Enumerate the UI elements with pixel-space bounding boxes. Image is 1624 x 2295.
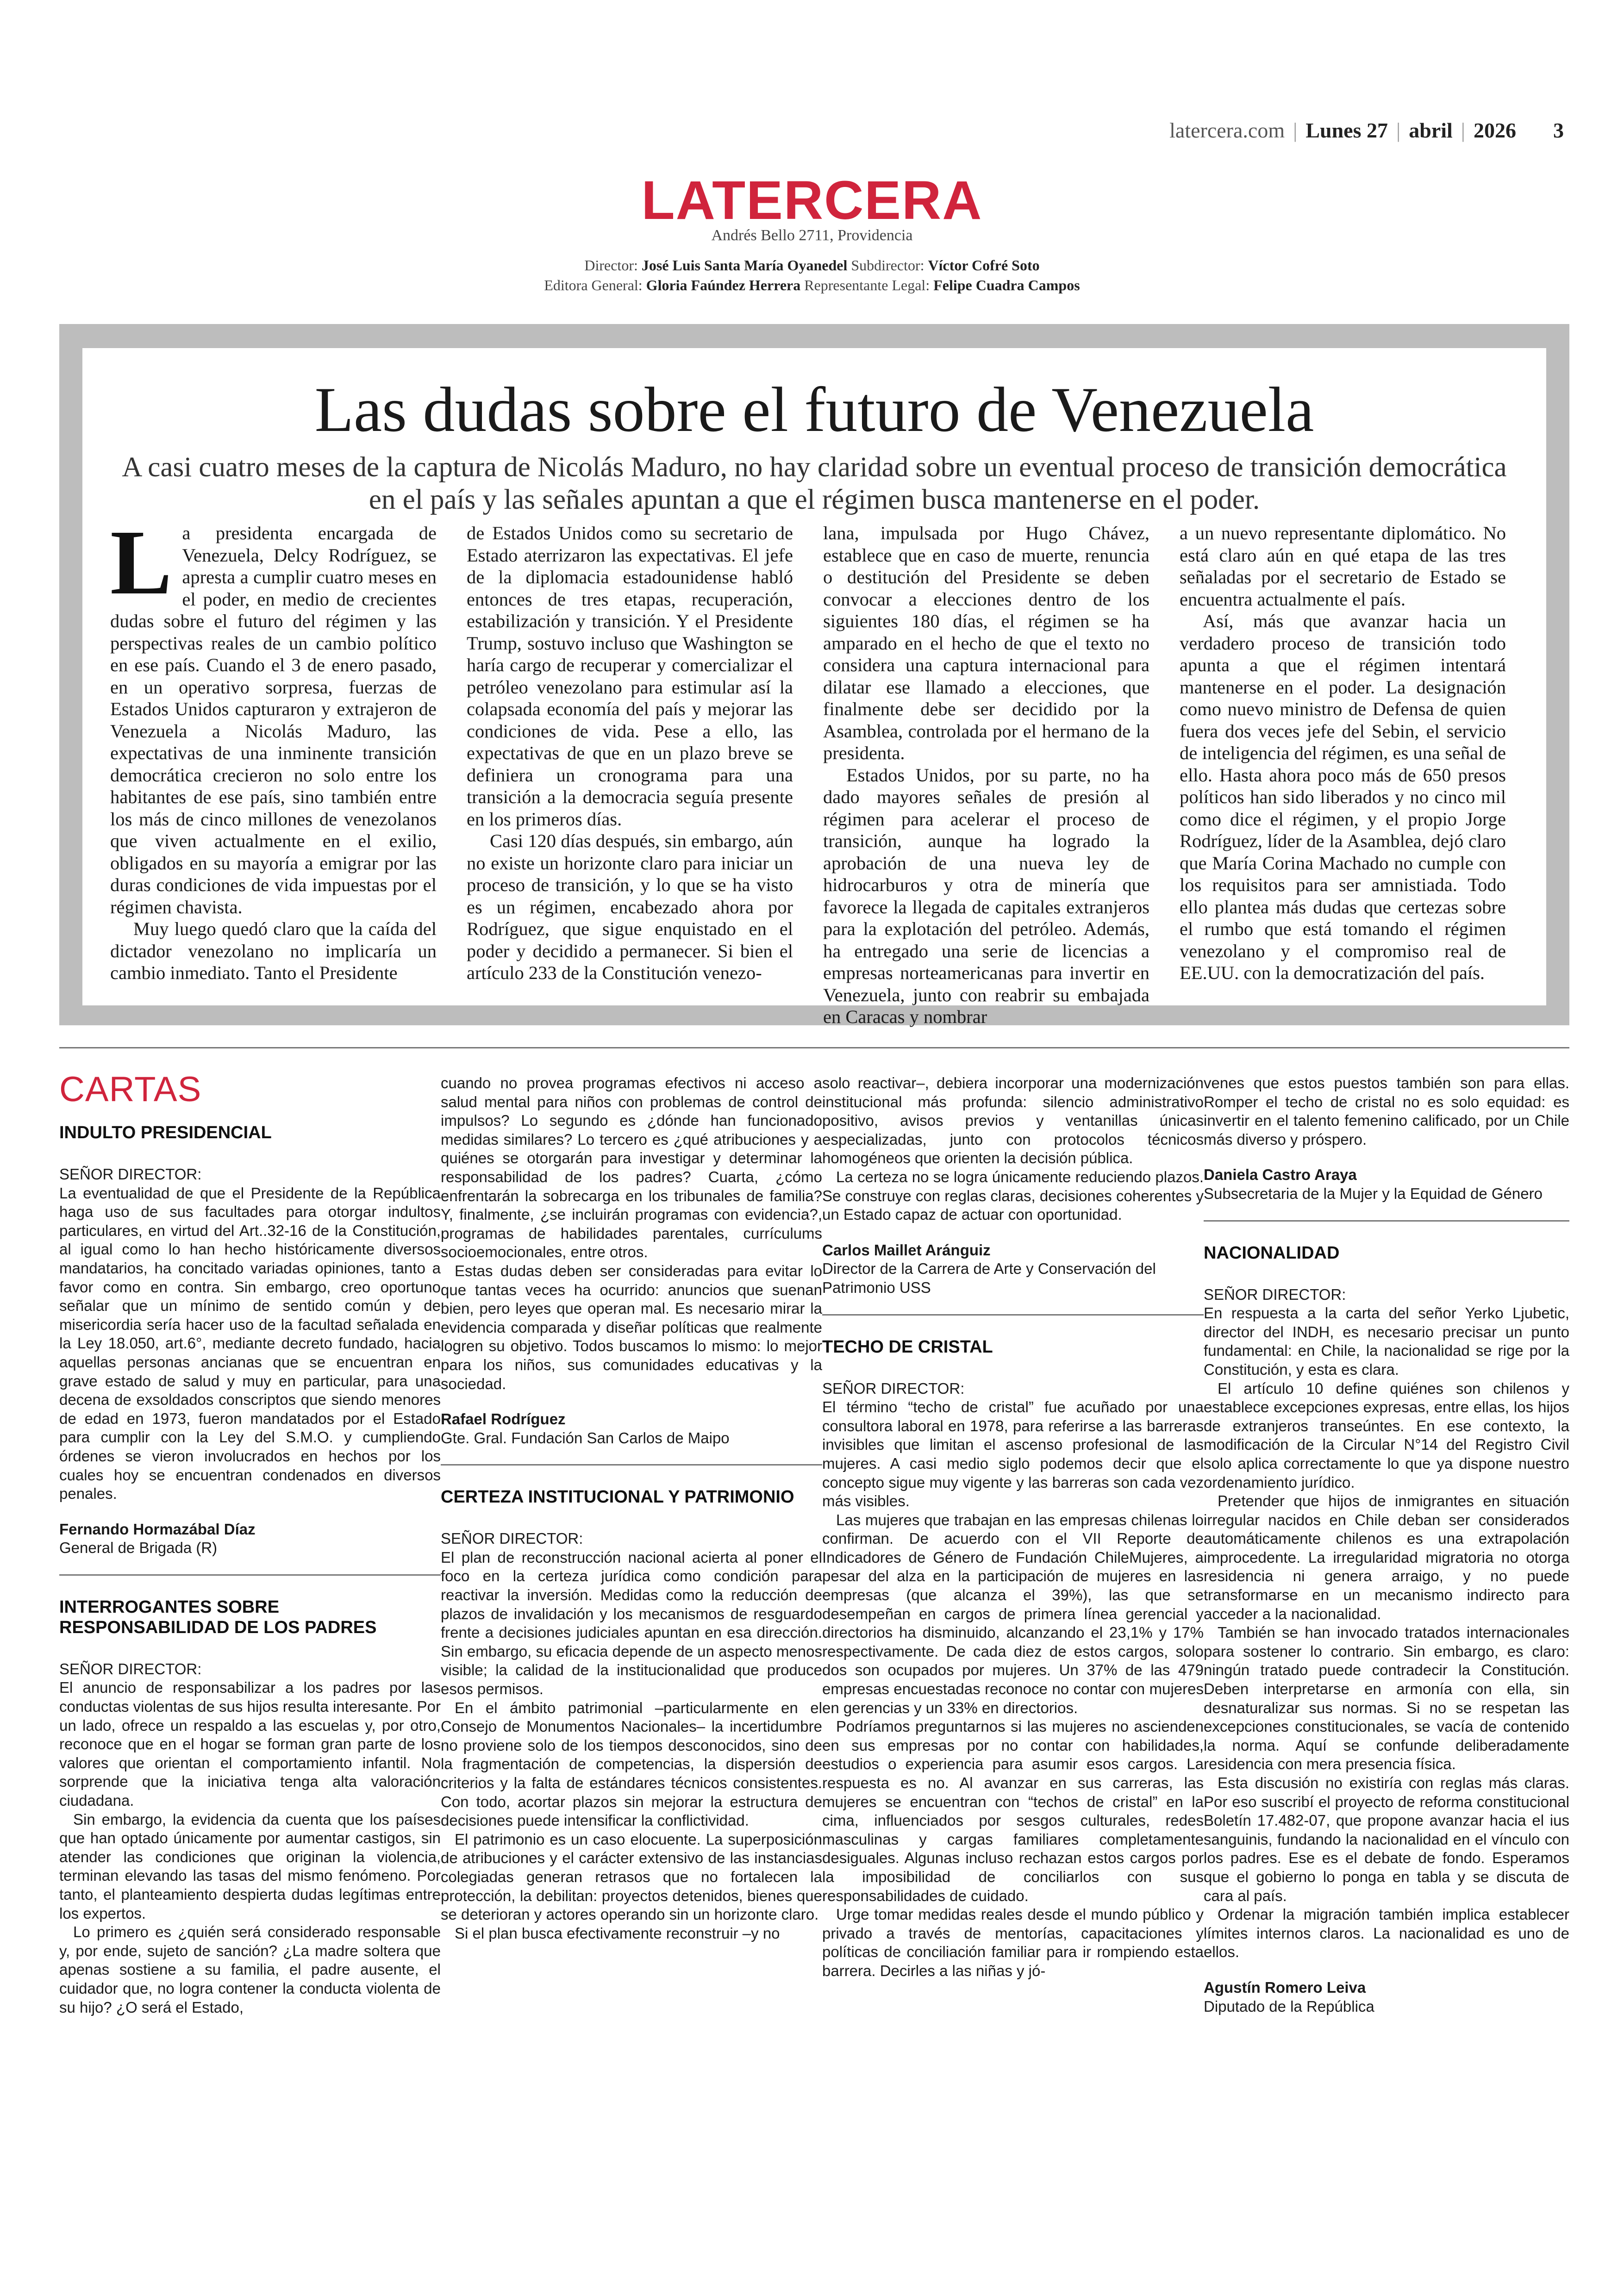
letter-paragraph: Lo primero es ¿quién será considerado responsable y, por ende, sujeto de sanción? ¿La madre soltera que apenas sostiene a su familia, el padre ausente, el cuidador que, no logra contener la conducta violenta de su hijo? ¿O será el Estado, [59,1923,441,2016]
letter-signature-role: Subsecretaria de la Mujer y la Equidad de Género [1204,1185,1543,1202]
letter-paragraph: Podríamos preguntarnos si las mujeres no ascienden en sus empresas por no contar con habilidades, estudios o experiencia para asumir esos cargos. La respuesta es no. Al avanzar en sus carreras, las mujeres se encuentran con “techos de cristal” en la cima, influenciados por sesgos culturales, redes masculinas y cargas familiares completamente desiguales. Algunas incluso rechazan estos cargos por la imposibilidad de conciliarlos con sus responsabilidades de cuidado. [822,1718,1204,1904]
letter-divider [822,1314,1204,1316]
date-day: Lunes 27 [1305,118,1388,142]
representante-label: Representante Legal: [804,277,930,293]
editora-name: Gloria Faúndez Herrera [646,277,801,293]
page-number: 3 [1553,118,1564,142]
letter-paragraph: El artículo 10 define quiénes son chilenos y establece excepciones expresas, entre ellas, los hijos de extranjeros transeúntes. En ese contexto, la modificación de la Circular N°14 del Registro Civil solo aplica correctamente lo que ya dispone nuestro ordenamiento jurídico. [1204,1379,1569,1491]
staff-line-2 [0,277,1624,294]
letter-signature-role: Gte. Gral. Fundación San Carlos de Maipo [441,1429,730,1447]
staff-line-1 [0,257,1624,274]
letter-paragraph: En respuesta a la carta del señor Yerko Ljubetic, director del INDH, es necesario precisar un punto fundamental: en Chile, la nacionalidad se rige por la Constitución, y esta es clara. [1204,1304,1569,1378]
editorial-subtitle: A casi cuatro meses de la captura de Nicolás Maduro, no hay claridad sobre un eventual proceso de transición democrática en el país y las señales apuntan a que el régimen busca mantenerse en el poder. [122,452,1507,515]
letter-heading: NACIONALIDAD [1204,1243,1340,1263]
date-year: 2026 [1474,118,1516,142]
letters-column-1 [59,1123,441,2017]
letter-signature-role: Diputado de la República [1204,1997,1374,2015]
letter-paragraph: Estas dudas deben ser consideradas para evitar lo que tantas veces ha ocurrido: anuncios que suenan bien, pero leyes que operan mal. Es necesario mirar la evidencia comparada y diseñar políticas que realmente logren su objetivo. Todos buscamos lo mismo: lo mejor para los niños, sus comunidades educativas y la sociedad. [441,1262,822,1392]
director-name: José Luis Santa María Oyanedel [641,257,848,274]
director-label: Director: [584,257,638,274]
drop-cap: L [110,511,172,614]
letter-paragraph: solo reactivar–, debiera incorporar una modernización institucional más profunda: silencio administrativo positivo, avisos previos y ventanillas únicas especializadas, junto con protocolos técnicos homogéneos que orienten la decisión pública. [822,1074,1204,1167]
editorial-paragraph: lana, impulsada por Hugo Chávez, establece que en caso de muerte, renuncia o destitución del Presidente se deben convocar a elecciones dentro de los siguientes 180 días, el régimen se ha amparado en el hecho de que el texto no considera una captura internacional para dilatar ese llamado a elecciones, que finalmente debe ser decidido por la Asamblea, controlada por el hermano de la presidenta. [823,523,1149,763]
letters-column-2 [441,1074,822,1943]
letter-paragraph: El patrimonio es un caso elocuente. La superposición de atribuciones y el carácter extensivo de las instancias colegiadas generan retrasos que no fortalecen la protección, la debilitan: proyectos detenidos, bienes que se deterioran y actores operando sin un horizonte claro. [441,1830,822,1923]
letter-signature-name: Fernando Hormazábal Díaz [59,1520,256,1538]
letter-signature-name: Carlos Maillet Aránguiz [822,1241,991,1259]
letter-salutation: SEÑOR DIRECTOR: [59,1660,202,1678]
column-top-rule [59,1047,442,1048]
letter-paragraph: Urge tomar medidas reales desde el mundo público y privado a través de mentorías, capacitaciones y políticas de conciliación familiar para ir rompiendo esta barrera. Decirles a las niñas y jó- [822,1906,1204,1979]
letter-salutation: SEÑOR DIRECTOR: [441,1530,583,1547]
letter-signature-role: General de Brigada (R) [59,1539,218,1557]
letter-paragraph: El plan de reconstrucción nacional acierta al poner el foco en la certeza jurídica como condición para reactivar la inversión. Medidas como la reducción de plazos de invalidación y los mecanismos de resguardo frente a decisiones judiciales apuntan en esa dirección. Sin embargo, su eficacia depende de un aspecto menos visible; la calidad de la institucionalidad que produce esos permisos. [441,1548,822,1698]
date-month: abril [1409,118,1453,142]
subdirector-label: Subdirector: [851,257,924,274]
letter-salutation: SEÑOR DIRECTOR: [1204,1285,1346,1303]
newspaper-logo: LATERCERA [641,170,983,231]
letter-signature-name: Agustín Romero Leiva [1204,1978,1366,1996]
editorial-title: Las dudas sobre el futuro de Venezuela [314,374,1314,445]
column-top-rule [441,1047,823,1048]
separator: | [1396,118,1401,142]
letter-heading: CERTEZA INSTITUCIONAL Y PATRIMONIO [441,1487,794,1507]
letters-section-label: CARTAS [59,1070,202,1109]
letter-salutation: SEÑOR DIRECTOR: [59,1166,202,1183]
letter-paragraph: Las mujeres que trabajan en las empresas chilenas lo confirman. De acuerdo con el VII Reporte de Indicadores de Género de Fundación ChileMujeres, a pesar del alza en la participación de mujeres en las empresas (que alcanza el 39%), las que se desempeñan en cargos de primera línea gerencial y directorios ha disminuido, alcanzando el 23,1% y 17% respectivamente. De cada diez de estos cargos, solo dos son ocupados por mujeres. Un 37% de las 479 empresas encuestadas reconoce no contar con mujeres en gerencias y un 33% en directorios. [822,1511,1204,1716]
letter-paragraph: Pretender que hijos de inmigrantes en situación irregular nacidos en Chile deban ser considerados automáticamente chilenos es una extrapolación improcedente. La irregularidad migratoria no otorga residencia ni genera arraigo, y no puede transformarse en un mecanismo indirecto para acceder a la nacionalidad. [1204,1492,1569,1622]
column-top-rule [1204,1047,1569,1048]
editorial-paragraph: de Estados Unidos como su secretario de Estado aterrizaron las expectativas. El jefe de la diplomacia estadounidense habló entonces de tres etapas, recuperación, estabilización y transición. Y el Presidente Trump, sostuvo incluso que Washington se haría cargo de recuperar y comercializar el petróleo venezolano para estimular así la colapsada economía del país y mejorar las condiciones de vida. Pese a ello, las expectativas de que en un plazo breve se definiera un cronograma para una transición a la democracia seguía presente en los primeros días. [467,523,793,829]
letter-signature-name: Daniela Castro Araya [1204,1166,1357,1184]
letter-paragraph: Si el plan busca efectivamente reconstruir –y no [455,1924,780,1942]
letter-salutation: SEÑOR DIRECTOR: [822,1379,965,1397]
letters-column-3 [822,1074,1204,1981]
letter-paragraph: El anuncio de responsabilizar a los padres por las conductas violentas de sus hijos resulta interesante. Por un lado, ofrece un respaldo a las escuelas y, por otro, reconoce que en el hogar se forman gran parte de los valores que orientan el comportamiento infantil. No sorprende que la iniciativa tenga alta valoración ciudadana. [59,1679,441,1809]
letter-divider [441,1464,822,1466]
separator: | [1293,118,1298,142]
editorial-column-4 [1180,522,1506,990]
letter-heading: INDULTO PRESIDENCIAL [59,1123,272,1142]
separator: | [1461,118,1465,142]
editorial-paragraph: a un nuevo representante diplomático. No está claro aún en qué etapa de las tres señaladas por el secretario de Estado se encuentra actualmente el país. [1180,523,1506,610]
letter-signature-name: Rafael Rodríguez [441,1410,566,1428]
page-top-line [1169,118,1564,143]
letter-paragraph: Esta discusión no existiría con reglas más claras. Por eso suscribí el proyecto de reforma constitucional Boletín 17.482-07, que propone avanzar hacia el ius sanguinis, fundando la nacionalidad en el vínculo con los padres. Ese es el debate de fondo. Esperamos que el gobierno lo ponga en tabla y se discuta de cara al país. [1204,1774,1569,1904]
editorial-paragraph: a presidenta encargada de Venezuela, Delcy Rodríguez, se apresta a cumplir cuatro meses en el poder, en medio de crecientes dudas sobre el futuro del régimen y las perspectivas reales de un cambio político en ese país. Cuando el 3 de enero pasado, en un operativo sorpresa, fuerzas de Estados Unidos capturaron y extrajeron de Venezuela a Nicolás Maduro, las expectativas de una inminente transición democrática crecieron no solo entre los habitantes de ese país, sino también entre los más de cinco millones de venezolanos que viven actualmente en el exilio, obligados en su mayoría a emigrar por las duras condiciones de vida impuestas por el régimen chavista. [110,523,437,917]
letter-paragraph: En el ámbito patrimonial –particularmente en el Consejo de Monumentos Nacionales– la incertidumbre no proviene solo de los tiempos desconocidos, sino de la fragmentación de competencias, la dispersión de criterios y la falta de estándares técnicos consistentes. Con todo, acortar plazos sin mejorar la estructura de decisiones puede intensificar la conflictividad. [441,1699,822,1829]
subdirector-name: Víctor Cofré Soto [928,257,1040,274]
letter-paragraph: La certeza no se logra únicamente reduciendo plazos. Se construye con reglas claras, decisiones coherentes y un Estado capaz de actuar con oportunidad. [822,1168,1204,1223]
letter-heading: INTERROGANTES SOBRE RESPONSABILIDAD DE LOS PADRES [59,1597,377,1637]
editorial-paragraph: Estados Unidos, por su parte, no ha dado mayores señales de presión al régimen para acelerar el proceso de transición, aunque ha logrado la aprobación de una nueva ley de hidrocarburos y otra de minería que favorece la llegada de capitales extranjeros para la explotación del petróleo. Además, ha entregado una serie de licencias a empresas norteamericanas para invertir en Venezuela, junto con reabrir su embajada en Caracas y nombrar [823,764,1149,1027]
letter-paragraph: La eventualidad de que el Presidente de la República haga uso de sus facultades para otorgar indultos particulares, en virtud del Art..32-16 de la Constitución, al igual como lo han hecho históricamente diversos mandatarios, ha concitado variadas opiniones, tanto a favor como en contra. Sin embargo, creo oportuno señalar que un mínimo de sentido común y de misericordia sería hacer uso de la facultad señalada en la Ley 18.050, art.6°, mediante decreto fundado, hacia aquellas personas ancianas que se encuentran en grave estado de salud y muy en particular, para una decena de exsoldados conscriptos que siendo menores de edad en 1973, fueron mandatados por el Estado para cumplir con la Ley del S.M.O. y cumpliendo órdenes se vieron involucrados en hechos por los cuales hoy se encuentran condenados en diversos penales. [59,1184,441,1503]
editorial-paragraph: Así, más que avanzar hacia un verdadero proceso de transición todo apunta a que el régimen intentará mantenerse en el poder. La designación como nuevo ministro de Defensa de quien fuera dos veces jefe del Sebin, el servicio de inteligencia del régimen, es una señal de ello. Hasta ahora poco más de 650 presos políticos han sido liberados y no cinco mil como dice el régimen, y el propio Jorge Rodríguez, líder de la Asamblea, dejó claro que María Corina Machado no cumple con los requisitos para ser amnistiada. Todo ello plantea más dudas que certezas sobre el rumbo que está tomando el régimen venezolano y el compromiso real de EE.UU. con la democratización del país. [1180,611,1506,983]
letter-paragraph: cuando no provea programas efectivos ni acceso a salud mental para niños con problemas de control de impulsos? Lo segundo es ¿dónde han funcionado medidas similares? Lo tercero es ¿qué atribuciones y a quiénes se otorgarán para investigar y determinar la responsabilidad de los padres? Cuarta, ¿cómo enfrentarán la sobrecarga en los tribunales de familia? Y, finalmente, ¿se incluirán programas con evidencia?, programas de habilidades parentales, currículums socioemocionales, entre otros. [441,1074,822,1261]
editorial-column-2 [467,522,793,990]
editorial-paragraph: Muy luego quedó claro que la caída del dictador venezolano no implicaría un cambio inmediato. Tanto el Presidente [110,918,437,983]
site-url[interactable]: latercera.com [1169,118,1285,142]
editora-label: Editora General: [544,277,643,293]
letter-signature-role: Director de la Carrera de Arte y Conservación del Patrimonio USS [822,1260,1156,1296]
editorial-column-3 [823,522,1149,1027]
letter-paragraph: venes que estos puestos también son para ellas. Romper el techo de cristal no es solo equidad: es invertir en el talento femenino calificado, por un Chile más diverso y próspero. [1204,1074,1569,1148]
letter-divider [59,1574,441,1576]
editorial-column-1 [110,511,437,990]
column-top-rule [822,1047,1205,1048]
letter-paragraph: También se han invocado tratados internacionales para sostener lo contrario. Sin embargo, es claro: ningún tratado puede contradecir la Constitución. Deben interpretarse en armonía con ella, sin desnaturalizar sus normas. Si no se respetan las excepciones constitucionales, se vacía de contenido la norma. Aquí se confunde deliberadamente residencia con mera presencia física. [1204,1624,1569,1773]
letter-heading: TECHO DE CRISTAL [822,1337,993,1357]
letter-paragraph: Sin embargo, la evidencia da cuenta que los países que han optado únicamente por aumentar castigos, sin atender las condiciones que originan la violencia, terminan elevando las tasas del mismo fenómeno. Por tanto, el planteamiento despierta dudas legítimas entre los expertos. [59,1810,441,1922]
editorial-paragraph: Casi 120 días después, sin embargo, aún no existe un horizonte claro para iniciar un proceso de transición, y lo que se ha visto es un régimen, encabezado ahora por Rodríguez, que sigue enquistado en el poder y decidido a permanecer. Si bien el artículo 233 de la Constitución venezo- [467,830,793,983]
representante-name: Felipe Cuadra Campos [933,277,1080,293]
letter-paragraph: Ordenar la migración también implica establecer límites internos claros. La nacionalidad es uno de ellos. [1204,1906,1569,1961]
newspaper-address: Andrés Bello 2711, Providencia [711,227,913,244]
letter-paragraph: El término “techo de cristal” fue acuñado por una consultora laboral en 1978, para referirse a las barreras invisibles que limitan el ascenso profesional de las mujeres. A casi medio siglo podemos decir que el concepto sigue muy vigente y las barreras son cada vez más visibles. [822,1398,1204,1510]
letter-divider [1204,1220,1569,1222]
letters-column-4 [1204,1074,1569,2016]
